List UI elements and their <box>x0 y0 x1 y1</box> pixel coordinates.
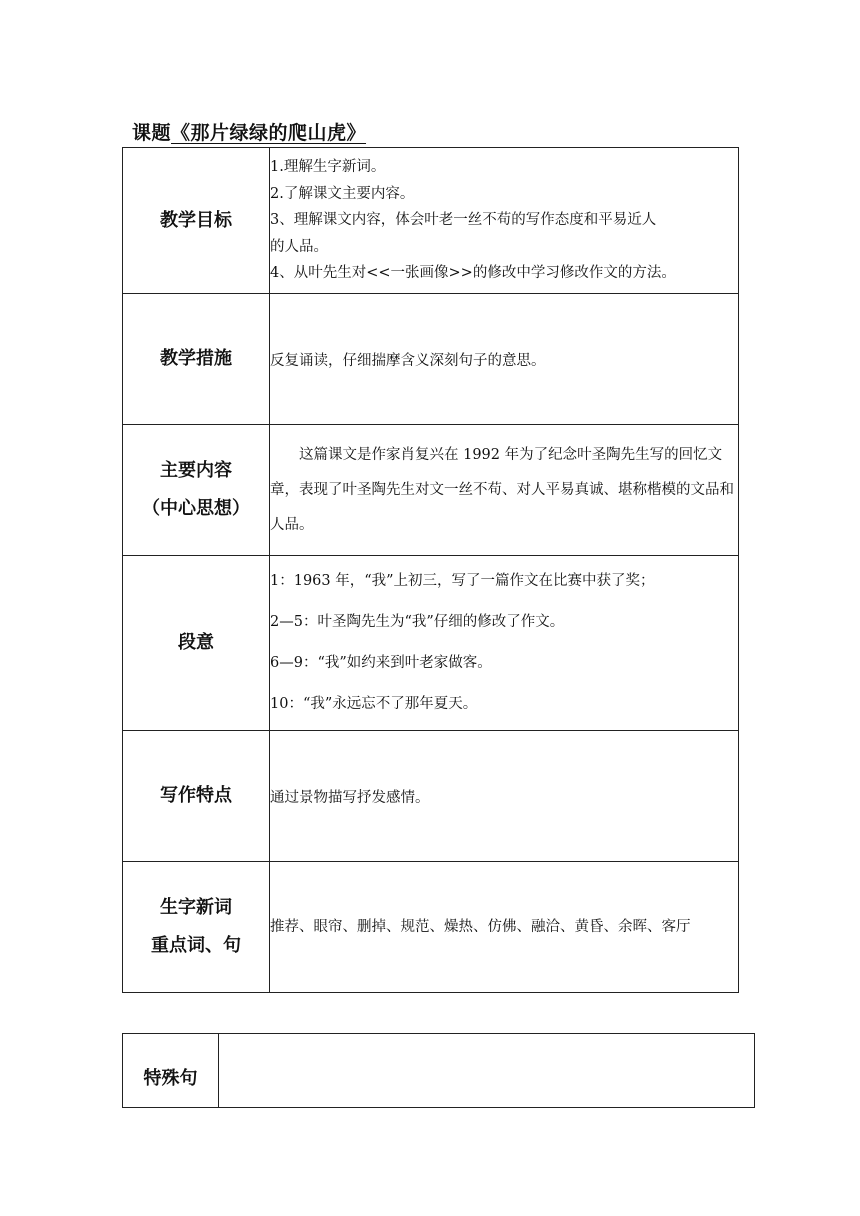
goal-line: 4、从叶先生对<<一张画像>>的修改中学习修改作文的方法。 <box>270 265 676 282</box>
label-vocabulary-line2: 重点词、句 <box>151 935 241 956</box>
label-main-content-line1: 主要内容 <box>160 460 232 481</box>
content-special-sentence <box>219 1034 755 1108</box>
goal-line: 的人品。 <box>270 238 328 255</box>
label-main-content-line2: （中心思想） <box>142 498 250 519</box>
segment-line: 6—9：“我”如约来到叶老家做客。 <box>270 655 492 671</box>
label-teaching-measures: 教学措施 <box>123 294 270 425</box>
row-segment-meaning <box>123 556 739 731</box>
content-teaching-goals <box>270 148 739 294</box>
content-vocabulary: 推荐、眼帘、删掉、规范、燥热、仿佛、融洽、黄昏、余晖、客厅 <box>270 862 739 993</box>
goal-line: 1.理解生字新词。 <box>270 159 386 176</box>
label-special-sentence: 特殊句 <box>123 1034 219 1108</box>
special-sentence-table <box>122 1033 755 1108</box>
row-special-sentence <box>123 1034 755 1108</box>
segment-line: 10：“我”永远忘不了那年夏天。 <box>270 696 478 712</box>
title-prefix: 课题 <box>132 122 172 144</box>
title-text: 《那片绿绿的爬山虎》 <box>171 122 367 144</box>
content-main-content: 这篇课文是作家肖复兴在 1992 年为了纪念叶圣陶先生写的回忆文章，表现了叶圣陶先生对文一丝不苟、对人平易真诚、堪称楷模的文品和人品。 <box>270 425 739 556</box>
label-main-content <box>123 425 270 556</box>
label-writing-features: 写作特点 <box>123 731 270 862</box>
content-writing-features: 通过景物描写抒发感情。 <box>270 731 739 862</box>
label-segment-meaning: 段意 <box>123 556 270 731</box>
row-main-content <box>123 425 739 556</box>
row-teaching-measures <box>123 294 739 425</box>
label-vocabulary-line1: 生字新词 <box>160 897 232 918</box>
goal-line: 3、理解课文内容，体会叶老一丝不苟的写作态度和平易近人 <box>270 212 657 229</box>
lesson-title <box>132 118 380 148</box>
content-segment-meaning <box>270 556 739 731</box>
segment-line: 2—5：叶圣陶先生为“我”仔细的修改了作文。 <box>270 614 565 630</box>
row-teaching-goals <box>123 148 739 294</box>
segment-line: 1：1963 年，“我”上初三，写了一篇作文在比赛中获了奖； <box>270 573 655 589</box>
label-teaching-goals: 教学目标 <box>123 148 270 294</box>
goal-line: 2.了解课文主要内容。 <box>270 185 415 202</box>
row-writing-features <box>123 731 739 862</box>
lesson-plan-table <box>122 147 739 993</box>
row-vocabulary <box>123 862 739 993</box>
content-teaching-measures: 反复诵读，仔细揣摩含义深刻句子的意思。 <box>270 294 739 425</box>
label-vocabulary <box>123 862 270 993</box>
